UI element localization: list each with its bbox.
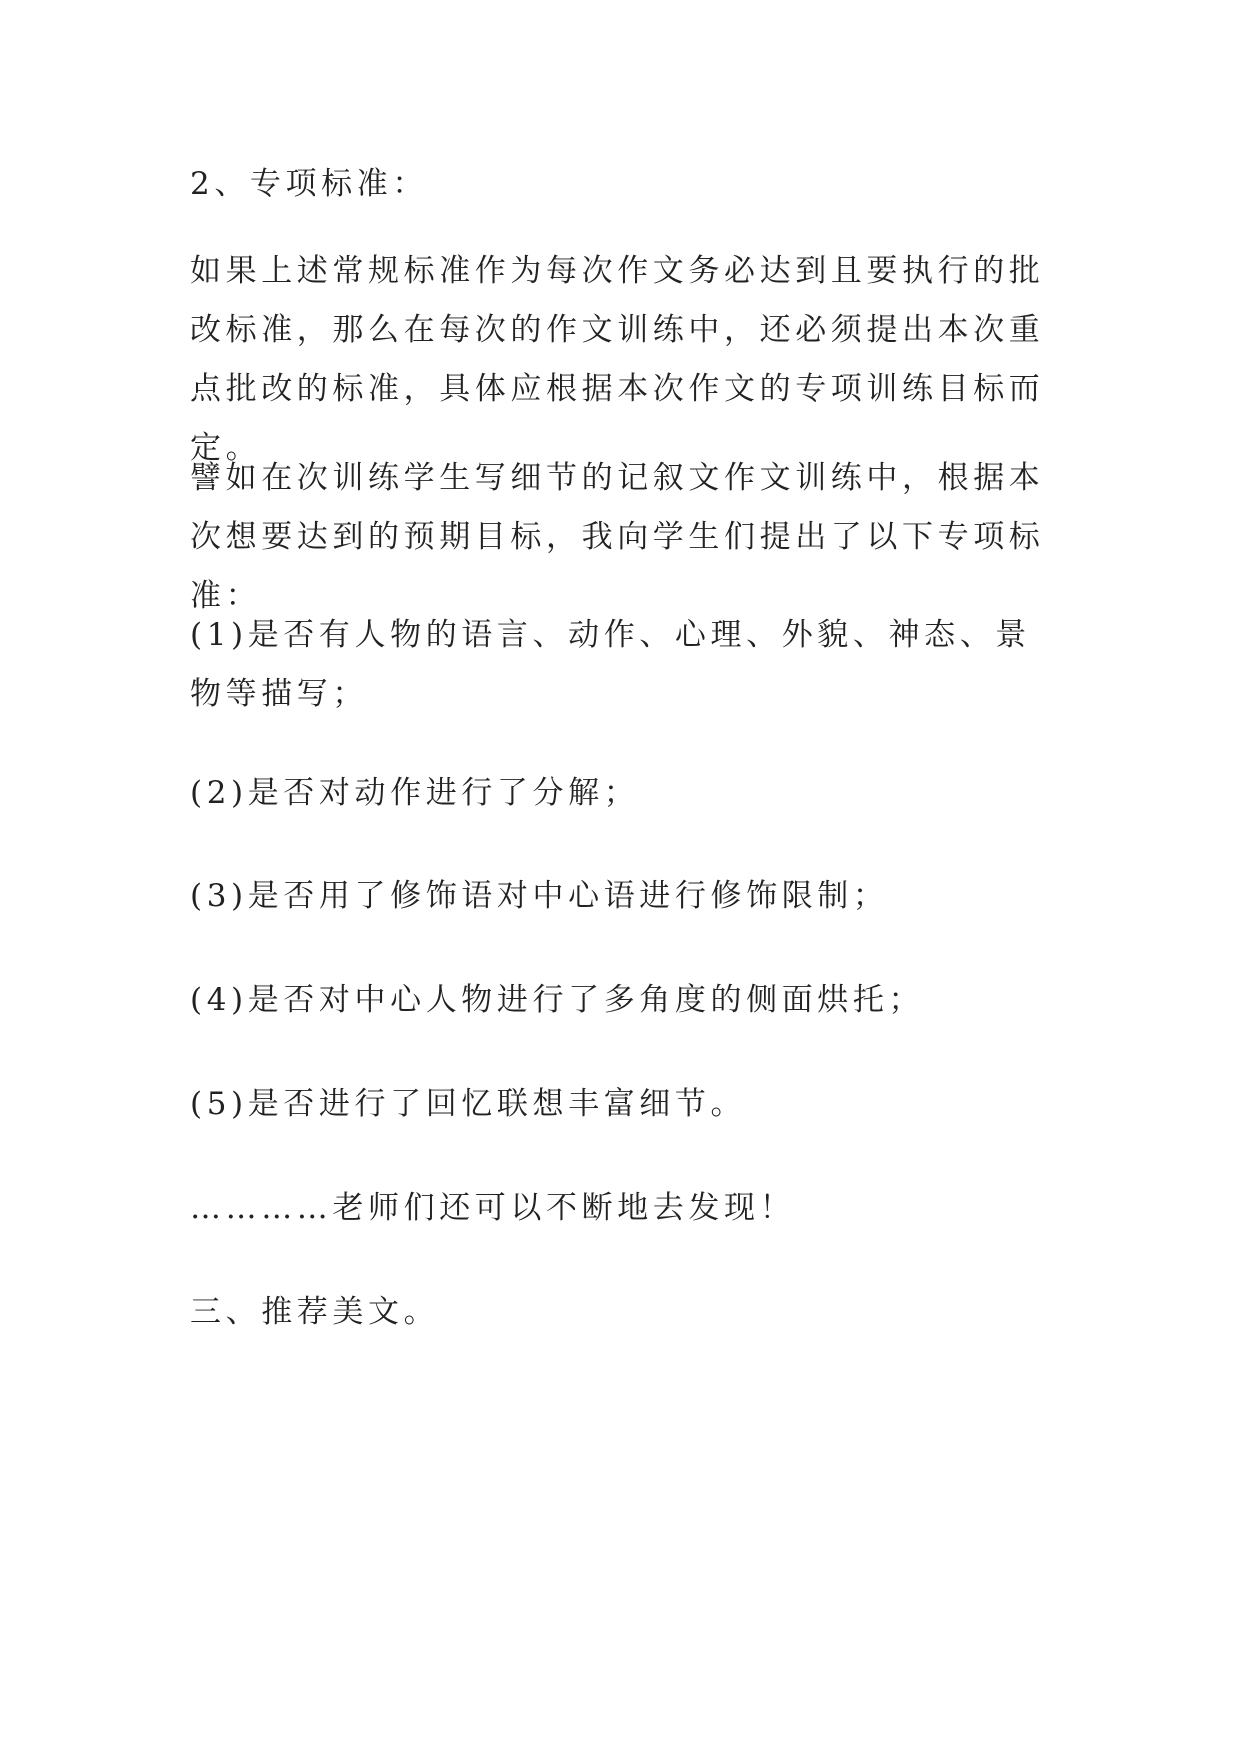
criterion-item-3: (3)是否用了修饰语对中心语进行修饰限制； (190, 878, 889, 914)
paragraph-example: 譬如在次训练学生写细节的记叙文作文训练中，根据本次想要达到的预期目标，我向学生们提出了以下专项标准： (190, 460, 1045, 614)
criterion-item-2: (2)是否对动作进行了分解； (190, 775, 640, 811)
criterion-item-1: (1)是否有人物的语言、动作、心理、外貌、神态、景物等描写； (190, 617, 1031, 712)
section-heading-recommend: 三、推荐美文。 (190, 1294, 440, 1330)
section-heading-special-criteria: 2、专项标准： (190, 166, 428, 202)
ellipsis-line: …………老师们还可以不断地去发现！ (190, 1190, 796, 1226)
criterion-item-4: (4)是否对中心人物进行了多角度的侧面烘托； (190, 982, 925, 1018)
paragraph-intro: 如果上述常规标准作为每次作文务必达到且要执行的批改标准，那么在每次的作文训练中，还必须提出本次重点批改的标准，具体应根据本次作文的专项训练目标而定。 (190, 253, 1045, 466)
criterion-item-5: (5)是否进行了回忆联想丰富细节。 (190, 1086, 747, 1122)
